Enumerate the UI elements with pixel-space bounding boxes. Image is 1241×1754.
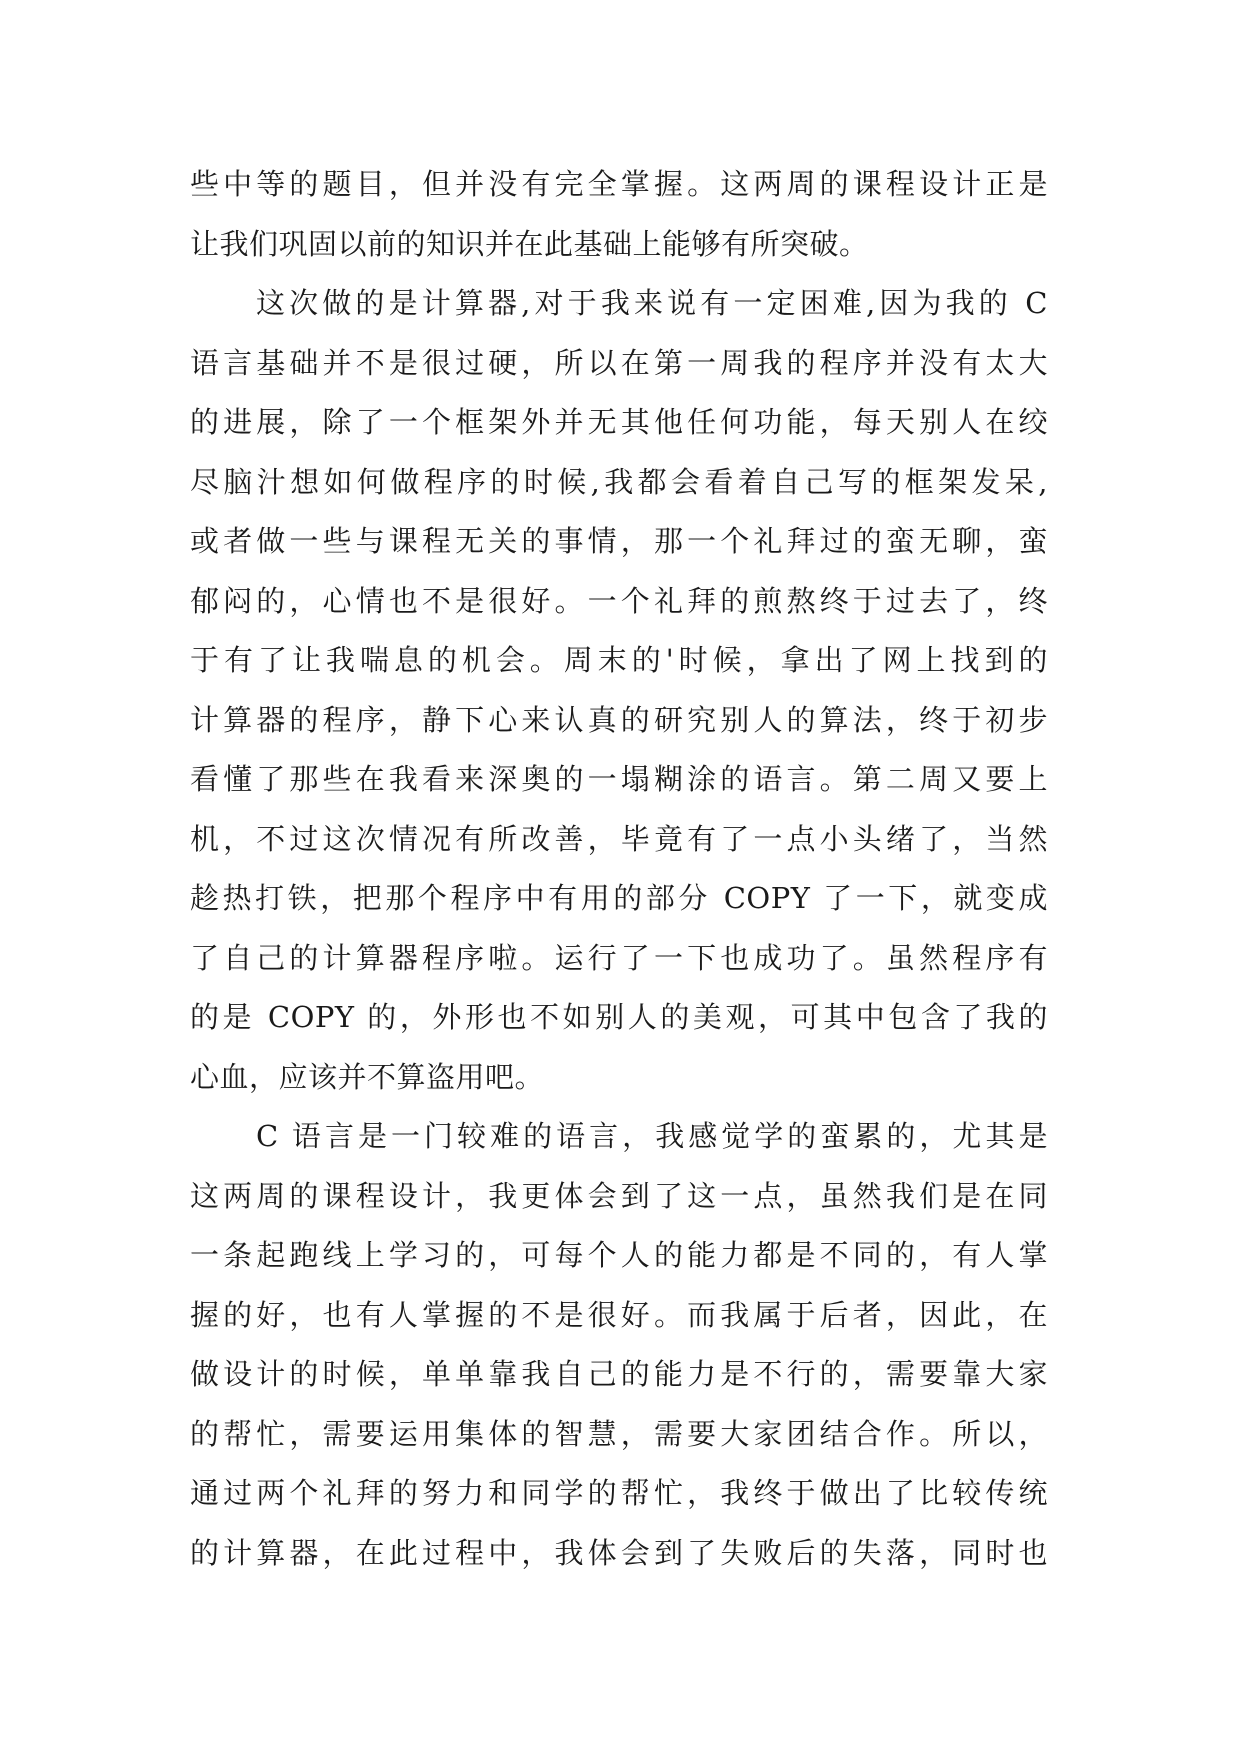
text-line: 通过两个礼拜的努力和同学的帮忙，我终于做出了比较传统 <box>190 1476 1048 1510</box>
text-line: 做设计的时候，单单靠我自己的能力是不行的，需要靠大家 <box>190 1357 1048 1391</box>
text-line: 机，不过这次情况有所改善，毕竟有了一点小头绪了，当然 <box>190 821 1048 856</box>
text-line: 让我们巩固以前的知识并在此基础上能够有所突破。 <box>190 226 869 261</box>
text-line: 尽脑汁想如何做程序的时候,我都会看着自己写的框架发呆, <box>190 464 1048 499</box>
text-line: 了自己的计算器程序啦。运行了一下也成功了。虽然程序有 <box>190 940 1048 975</box>
text-line: 握的好，也有人掌握的不是很好。而我属于后者，因此，在 <box>190 1297 1048 1332</box>
text-line: 于有了让我喘息的机会。周末的'时候，拿出了网上找到的 <box>190 643 1048 677</box>
text-line: 的计算器，在此过程中，我体会到了失败后的失落，同时也 <box>190 1535 1048 1570</box>
text-line: 一条起跑线上学习的，可每个人的能力都是不同的，有人掌 <box>190 1238 1048 1272</box>
text-line: 趁热打铁，把那个程序中有用的部分 COPY 了一下，就变成 <box>190 881 1048 915</box>
text-line: 语言基础并不是很过硬，所以在第一周我的程序并没有太大 <box>190 345 1048 380</box>
text-line: 这两周的课程设计，我更体会到了这一点，虽然我们是在同 <box>190 1178 1048 1213</box>
text-line: 郁闷的，心情也不是很好。一个礼拜的煎熬终于过去了，终 <box>190 583 1048 618</box>
text-line: 这次做的是计算器,对于我来说有一定困难,因为我的 C <box>256 286 1048 320</box>
text-line: 心血，应该并不算盗用吧。 <box>190 1059 545 1094</box>
text-line: C 语言是一门较难的语言，我感觉学的蛮累的，尤其是 <box>256 1119 1048 1153</box>
text-line: 计算器的程序，静下心来认真的研究别人的算法，终于初步 <box>190 702 1048 737</box>
text-line: 的进展，除了一个框架外并无其他任何功能，每天别人在绞 <box>190 405 1048 439</box>
text-line: 或者做一些与课程无关的事情，那一个礼拜过的蛮无聊，蛮 <box>190 524 1048 558</box>
text-line: 看懂了那些在我看来深奥的一塌糊涂的语言。第二周又要上 <box>190 762 1048 796</box>
body-text <box>190 155 1048 1583</box>
text-line: 的帮忙，需要运用集体的智慧，需要大家团结合作。所以， <box>190 1416 1048 1451</box>
text-line: 些中等的题目，但并没有完全掌握。这两周的课程设计正是 <box>190 167 1048 201</box>
text-line: 的是 COPY 的，外形也不如别人的美观，可其中包含了我的 <box>190 1000 1048 1034</box>
